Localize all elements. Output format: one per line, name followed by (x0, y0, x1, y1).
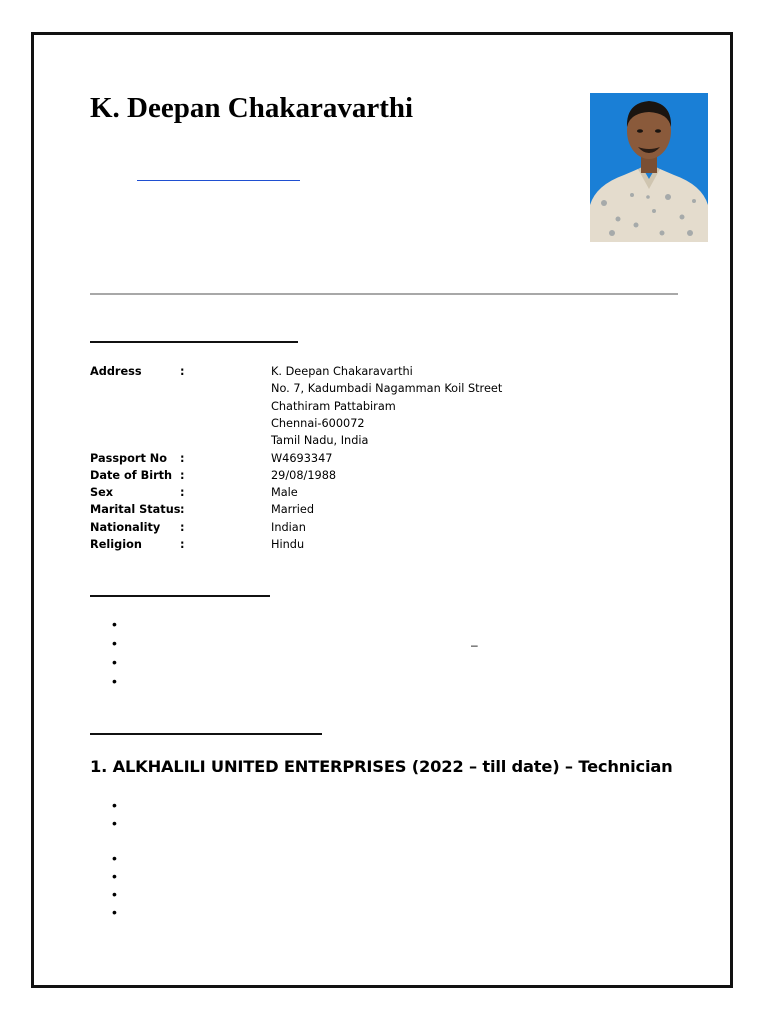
profile-photo (590, 93, 708, 242)
detail-label: Nationality (90, 520, 161, 534)
personal-details-heading-rule (90, 341, 298, 343)
detail-separator: : (180, 486, 185, 500)
list-bullet: • (112, 673, 117, 689)
list-bullet: • (112, 904, 117, 920)
list-bullet: • (112, 797, 117, 813)
candidate-name: K. Deepan Chakaravarthi (90, 92, 414, 124)
list-bullet: • (112, 616, 117, 632)
dash-mark: – (471, 638, 478, 652)
qualifications-heading-rule (90, 595, 270, 597)
address-line: Tamil Nadu, India (271, 434, 369, 448)
detail-value: 29/08/1988 (271, 468, 337, 482)
list-bullet: • (112, 868, 117, 884)
detail-separator: : (180, 537, 185, 551)
detail-label: Passport No (90, 451, 168, 465)
list-bullet: • (112, 850, 117, 866)
detail-value: Indian (271, 520, 306, 534)
detail-label: Marital Status (90, 503, 181, 517)
address-line: No. 7, Kadumbadi Nagamman Koil Street (271, 382, 503, 396)
list-bullet: • (112, 635, 117, 651)
list-bullet: • (112, 815, 117, 831)
detail-label: Address (90, 365, 142, 378)
address-line: Chathiram Pattabiram (271, 399, 396, 413)
detail-separator: : (180, 468, 185, 482)
detail-separator: : (180, 503, 185, 517)
detail-label: Religion (90, 537, 142, 551)
address-value (271, 363, 502, 449)
detail-value: Married (271, 503, 315, 517)
detail-value: Male (271, 486, 298, 500)
detail-label: Date of Birth (90, 468, 173, 482)
list-bullet: • (112, 654, 117, 670)
email-link[interactable] (137, 180, 300, 181)
detail-value: W4693347 (271, 451, 333, 465)
header-divider (90, 293, 678, 295)
address-line: K. Deepan Chakaravarthi (271, 365, 413, 378)
experience-heading-rule (90, 733, 322, 735)
detail-label: Sex (90, 486, 114, 500)
address-line: Chennai-600072 (271, 416, 365, 430)
detail-value: Hindu (271, 537, 305, 551)
detail-separator: : (180, 520, 185, 534)
detail-separator: : (180, 365, 185, 378)
list-bullet: • (112, 886, 117, 902)
detail-separator: : (180, 451, 185, 465)
job-title-1: 1. ALKHALILI UNITED ENTERPRISES (2022 – till date) – Technician (90, 757, 673, 776)
